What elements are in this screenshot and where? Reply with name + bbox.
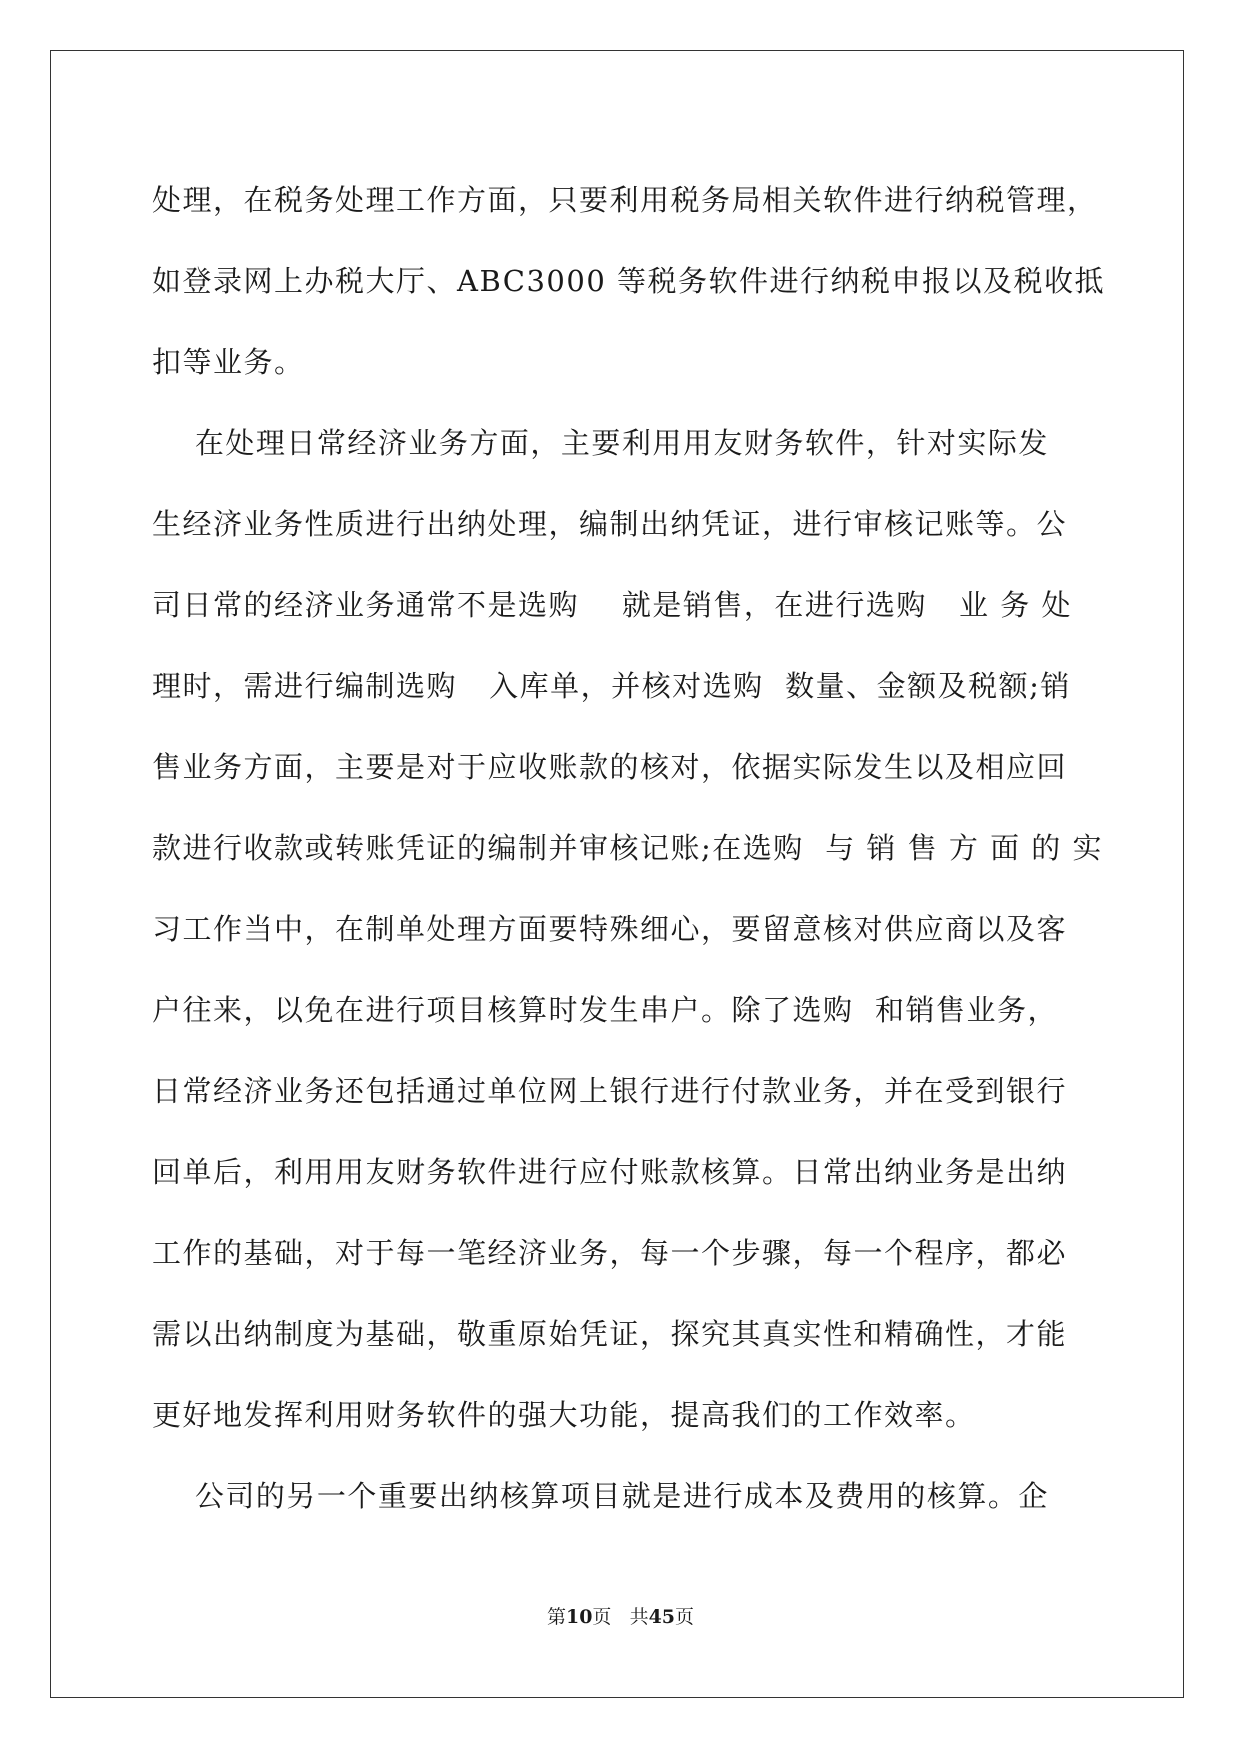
text-line: 回单后，利用用友财务软件进行应付账款核算。日常出纳业务是出纳 [152, 1155, 1068, 1189]
text-line: 司日常的经济业务通常不是选购 就是销售，在进行选购 业 务 处 [152, 588, 1072, 622]
text-line: 户往来，以免在进行项目核算时发生串户。除了选购 和销售业务， [152, 993, 1058, 1027]
text-line: 在处理日常经济业务方面，主要利用用友财务软件，针对实际发 [152, 426, 1049, 460]
text-line: 售业务方面，主要是对于应收账款的核对，依据实际发生以及相应回 [152, 750, 1068, 784]
total-pages: 45 [648, 1606, 676, 1628]
text-line: 工作的基础，对于每一笔经济业务，每一个步骤，每一个程序，都必 [152, 1236, 1068, 1270]
total-prefix: 共 [629, 1606, 649, 1628]
text-line: 处理，在税务处理工作方面，只要利用税务局相关软件进行纳税管理， [152, 183, 1098, 217]
document-body [152, 160, 1106, 1537]
page-prefix: 第 [546, 1606, 566, 1628]
page-footer [0, 1605, 1241, 1629]
text-line: 款进行收款或转账凭证的编制并审核记账;在选购 与 销 售 方 面 的 实 [152, 831, 1104, 865]
text-line: 日常经济业务还包括通过单位网上银行进行付款业务，并在受到银行 [152, 1074, 1068, 1108]
text-line: 理时，需进行编制选购 入库单，并核对选购 数量、金额及税额;销 [152, 669, 1071, 703]
page-number: 10 [565, 1606, 593, 1628]
text-line: 需以出纳制度为基础，敬重原始凭证，探究其真实性和精确性，才能 [152, 1317, 1068, 1351]
page-suffix: 页 [592, 1606, 612, 1628]
text-line: 生经济业务性质进行出纳处理，编制出纳凭证，进行审核记账等。公 [152, 507, 1068, 541]
text-line: 更好地发挥利用财务软件的强大功能，提高我们的工作效率。 [152, 1398, 976, 1432]
text-line: 公司的另一个重要出纳核算项目就是进行成本及费用的核算。企 [152, 1479, 1049, 1513]
text-line: 习工作当中，在制单处理方面要特殊细心，要留意核对供应商以及客 [152, 912, 1068, 946]
text-line: 扣等业务。 [152, 345, 305, 379]
total-suffix: 页 [675, 1606, 695, 1628]
text-line: 如登录网上办税大厅、ABC3000 等税务软件进行纳税申报以及税收抵 [152, 264, 1106, 298]
